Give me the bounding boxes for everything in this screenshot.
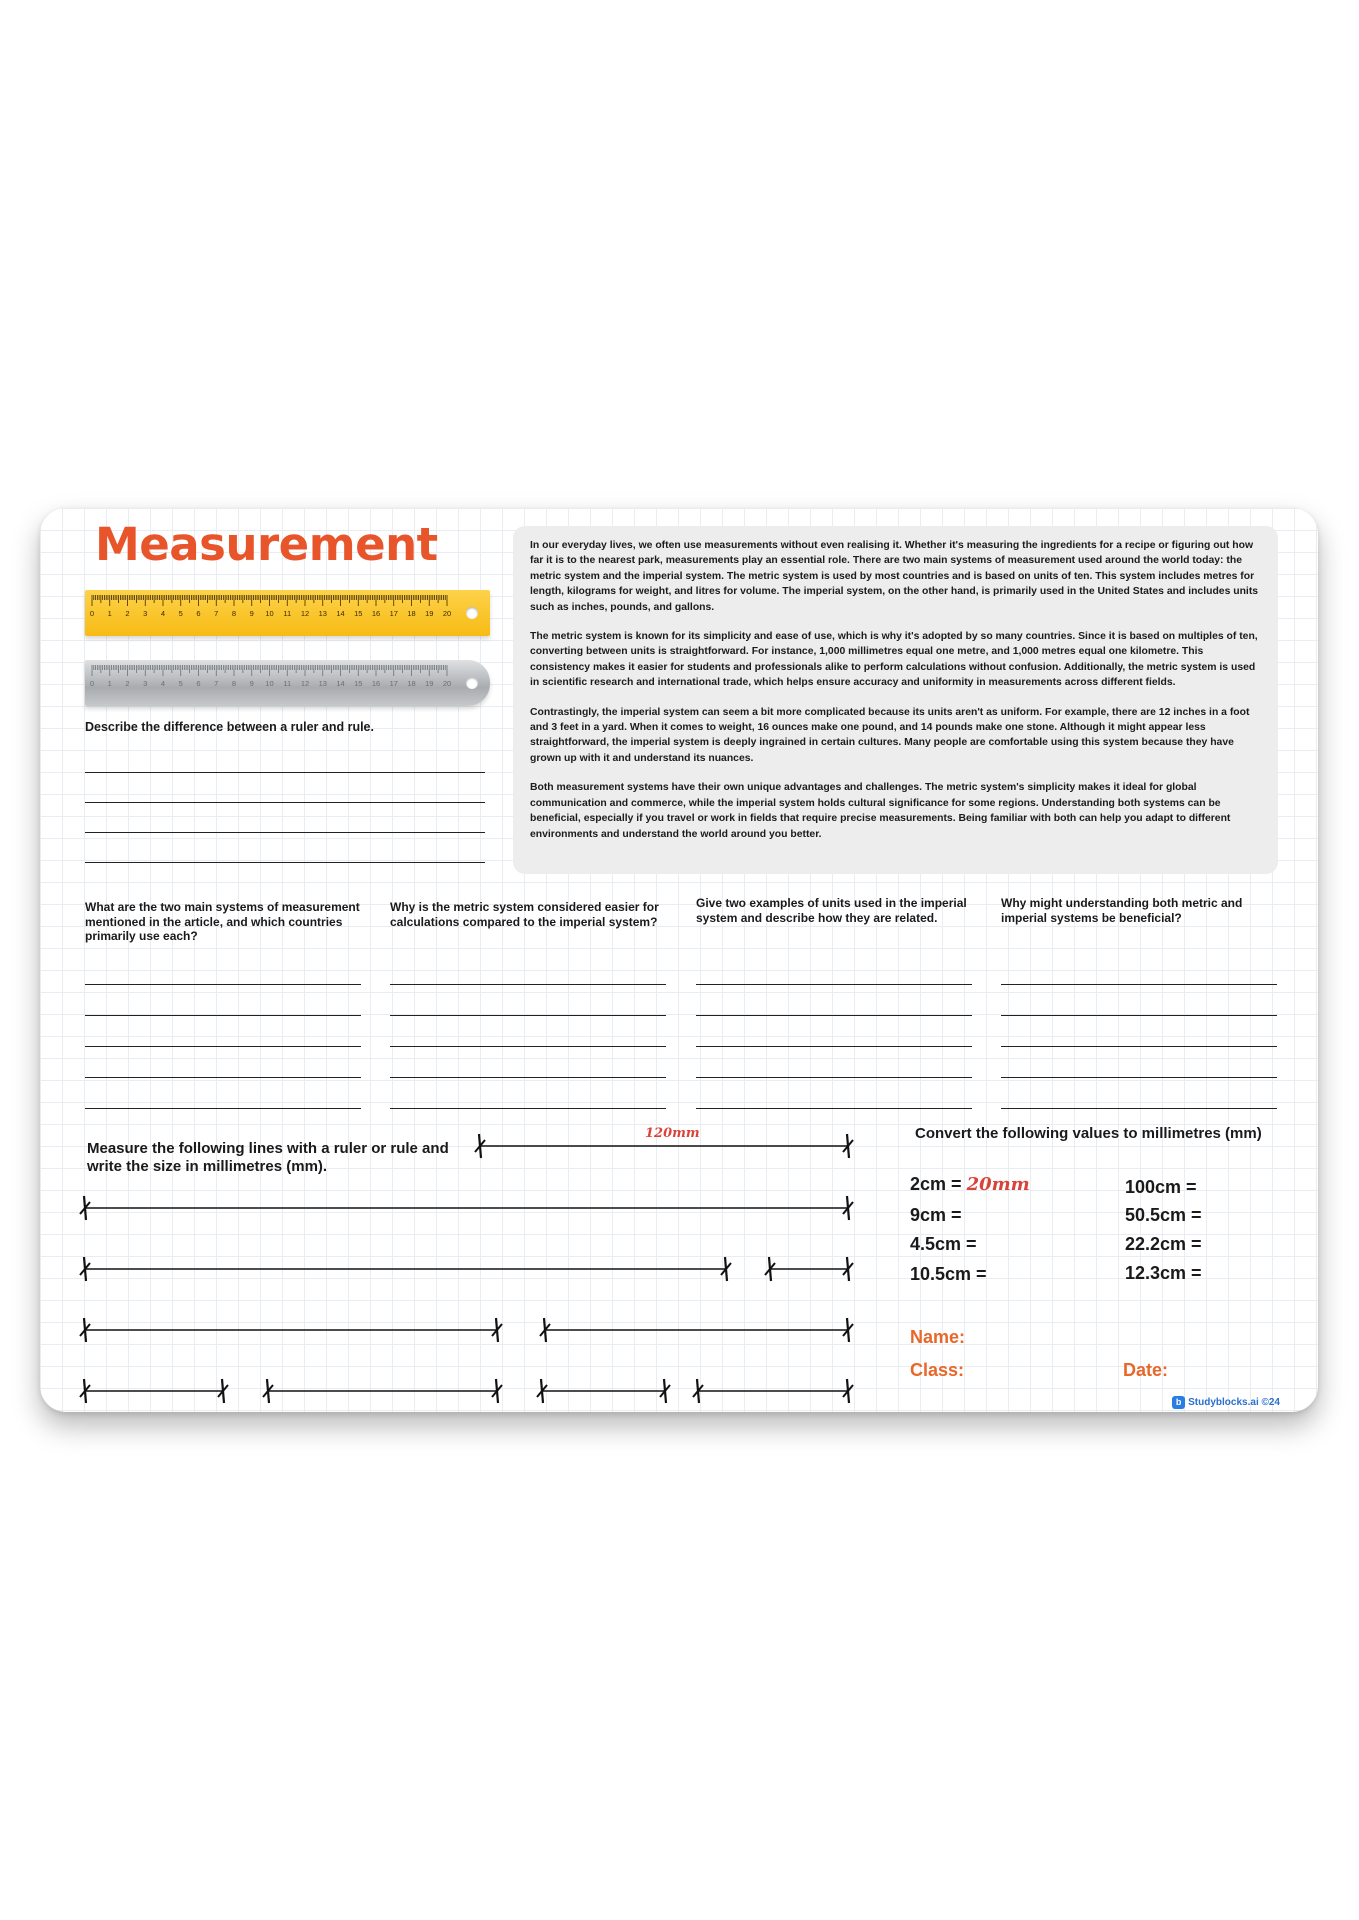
ruler-number: 6	[196, 679, 201, 688]
article-paragraph: In our everyday lives, we often use measurements without even realising it. Whether it's measuring the ingredients for a recipe or figuring out how far it is to the nearest park, measurements play an essential role. There are two main systems of measurement used around the world today: the metric system and the imperial system. The metric system is used by most countries and is based on units of ten. This system includes metres for length, kilograms for weight, and litres for volume. The imperial system, on the other hand, is primarily used in the United States and includes units such as inches, pounds, and gallons.	[530, 540, 1259, 613]
ruler-number: 15	[354, 679, 363, 688]
convert-item	[1125, 1234, 1202, 1255]
ruler-number: 1	[107, 609, 112, 618]
ruler-number: 18	[407, 609, 416, 618]
ruler-number: 17	[389, 679, 398, 688]
convert-question: 100cm =	[1125, 1177, 1197, 1197]
convert-question: 2cm =	[910, 1174, 962, 1194]
class-field-label[interactable]: Class:	[910, 1360, 965, 1380]
convert-item	[1125, 1205, 1202, 1226]
article-paragraph: The metric system is known for its simplicity and ease of use, which is why it's adopted by so many countries. Since it is based on multiples of ten, converting between units is straightforward. For instance, 1,000 millimetres equal one metre, and 1,000 metres equal one kilometre. This consistency makes it easier for students and professionals alike to perform calculations without confusion. Additionally, the metric system is used in scientific research and international trade, which helps ensure accuracy and uniformity in measurements across different fields.	[530, 631, 1258, 689]
ruler-number: 3	[143, 609, 148, 618]
ruler-number: 20	[442, 609, 452, 618]
ruler-number: 19	[425, 679, 434, 688]
ruler-number: 17	[389, 609, 398, 618]
ruler-number: 14	[336, 609, 345, 618]
ruler-number: 16	[371, 609, 381, 618]
worksheet-title: Measurement	[95, 518, 438, 571]
example-measurement-label: 120mm	[645, 1126, 700, 1141]
ruler-number: 0	[89, 609, 95, 618]
ruler-number: 5	[178, 679, 183, 688]
article-paragraph: Both measurement systems have their own unique advantages and challenges. The metric system's simplicity makes it ideal for global communication and commerce, while the imperial system holds cultural significance for some regions. Understanding both systems can be beneficial, especially if you travel or work in fields that require precise measurements. Being familiar with both can help you adapt to different environments and understand the world around you better.	[530, 782, 1231, 840]
ruler-number: 11	[283, 609, 292, 618]
ruler-number: 20	[442, 679, 452, 688]
ruler-number: 16	[371, 679, 381, 688]
ruler-number: 7	[214, 679, 219, 688]
convert-question: 4.5cm =	[910, 1234, 977, 1254]
ruler-number: 18	[407, 679, 416, 688]
ruler-number: 6	[196, 609, 201, 618]
ruler-number: 9	[249, 609, 254, 618]
convert-question: 9cm =	[910, 1205, 962, 1225]
convert-question: 12.3cm =	[1125, 1263, 1202, 1283]
question-text: Why might understanding both metric and imperial systems be beneficial?	[1001, 896, 1243, 925]
ruler-number: 19	[425, 609, 434, 618]
convert-item	[1125, 1177, 1197, 1198]
ruler-number: 8	[231, 609, 237, 618]
convert-item	[910, 1205, 962, 1226]
ruler-number: 10	[265, 609, 274, 618]
ruler-number: 13	[318, 609, 327, 618]
convert-item	[1125, 1263, 1202, 1284]
ruler-number: 4	[160, 679, 166, 688]
ruler-number: 12	[300, 609, 310, 618]
ruler-number: 9	[249, 679, 254, 688]
studyblocks-logo-icon: b	[1172, 1396, 1185, 1409]
brand-logo	[1172, 1396, 1280, 1409]
question-text: Give two examples of units used in the imperial system and describe how they are related.	[696, 896, 967, 925]
ruler-question: Describe the difference between a ruler and rule.	[85, 720, 374, 734]
date-field-label[interactable]: Date:	[1123, 1360, 1169, 1380]
convert-title: Convert the following values to millimetres (mm)	[915, 1125, 1262, 1142]
convert-item	[910, 1264, 987, 1285]
ruler-number: 1	[107, 679, 112, 688]
ruler-number: 12	[300, 679, 310, 688]
question-text: Why is the metric system considered easier for calculations compared to the imperial system?	[390, 900, 659, 929]
article-paragraph: Contrastingly, the imperial system can seem a bit more complicated because its units aren't as uniform. For example, there are 12 inches in a foot and 3 feet in a yard. When it comes to weight, 16 ounces make one pound, and 14 pounds make one stone. Although it might appear less straightforward, the imperial system is deeply ingrained in certain cultures. Many people are comfortable using this system because they have grown up with it and understand its nuances.	[530, 706, 1250, 764]
ruler-number: 15	[354, 609, 363, 618]
convert-question: 10.5cm =	[910, 1264, 987, 1284]
question-text: What are the two main systems of measurement mentioned in the article, and which countries primarily use each?	[85, 900, 360, 943]
ruler-number: 2	[125, 679, 130, 688]
ruler-number: 3	[143, 679, 148, 688]
convert-item	[910, 1174, 1030, 1195]
ruler-number: 14	[336, 679, 345, 688]
worksheet-card	[40, 508, 1318, 1412]
ruler-number: 0	[89, 679, 95, 688]
name-field-label[interactable]: Name:	[910, 1327, 966, 1347]
ruler-number: 7	[214, 609, 219, 618]
convert-question: 22.2cm =	[1125, 1234, 1202, 1254]
ruler-number: 11	[283, 679, 292, 688]
ruler-number: 8	[231, 679, 237, 688]
convert-answer[interactable]: 20mm	[966, 1174, 1030, 1195]
ruler-number: 2	[125, 609, 130, 618]
brand-text: Studyblocks.ai ©24	[1188, 1397, 1280, 1408]
convert-question: 50.5cm =	[1125, 1205, 1202, 1225]
ruler-number: 10	[265, 679, 274, 688]
ruler-number: 5	[178, 609, 183, 618]
measure-instruction: Measure the following lines with a ruler or rule and write the size in millimetres (mm).	[87, 1140, 449, 1175]
ruler-number: 4	[160, 609, 166, 618]
convert-item	[910, 1234, 977, 1255]
ruler-number: 13	[318, 679, 327, 688]
